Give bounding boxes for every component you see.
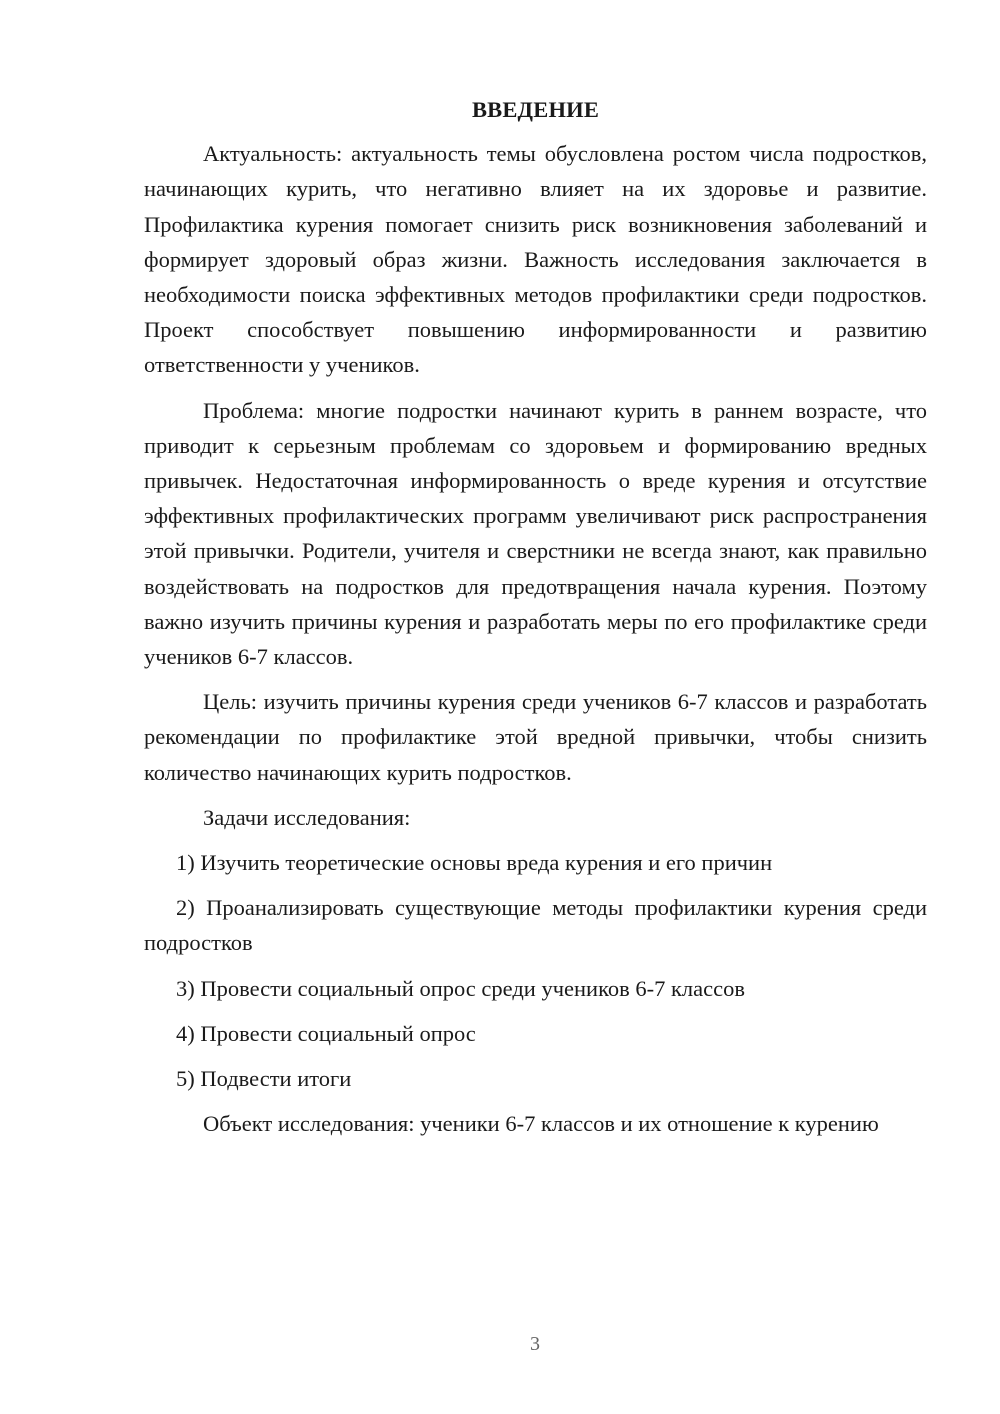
page-content <box>144 92 927 1151</box>
task-item-3: 3) Провести социальный опрос среди учеников 6-7 классов <box>176 975 745 1001</box>
task-item-5: 5) Подвести итоги <box>176 1066 352 1092</box>
page-number: 3 <box>530 1333 540 1355</box>
tasks-title: Задачи исследования: <box>203 804 411 830</box>
object-paragraph: Объект исследования: ученики 6-7 классов и их отношение к курению <box>203 1111 879 1137</box>
problem-paragraph: Проблема: многие подростки начинают курить в раннем возрасте, что приводит к серьезным проблемам со здоровьем и формированию вредных привычек. Недостаточная информированность о вреде курения и отсутствие эффективных профилактических программ увеличивают риск распространения этой привычки. Родители, учителя и сверстники не всегда знают, как правильно воздействовать на подростков для предотвращения начала курения. Поэтому важно изучить причины курения и разработать меры по его профилактике среди учеников 6-7 классов. <box>144 397 927 670</box>
task-item-4: 4) Провести социальный опрос <box>176 1020 476 1046</box>
task-item-1: 1) Изучить теоретические основы вреда курения и его причин <box>176 850 773 876</box>
page-title: ВВЕДЕНИЕ <box>471 97 600 122</box>
task-item-2: 2) Проанализировать существующие методы профилактики курения среди подростков <box>144 895 927 956</box>
goal-paragraph: Цель: изучить причины курения среди учеников 6-7 классов и разработать рекомендации по профилактике этой вредной привычки, чтобы снизить количество начинающих курить подростков. <box>144 689 927 785</box>
relevance-paragraph: Актуальность: актуальность темы обусловлена ростом числа подростков, начинающих курить, что негативно влияет на их здоровье и развитие. Профилактика курения помогает снизить риск возникновения заболеваний и формирует здоровый образ жизни. Важность исследования заключается в необходимости поиска эффективных методов профилактики среди подростков. Проект способствует повышению информированности и развитию ответственности у учеников. <box>144 141 927 378</box>
